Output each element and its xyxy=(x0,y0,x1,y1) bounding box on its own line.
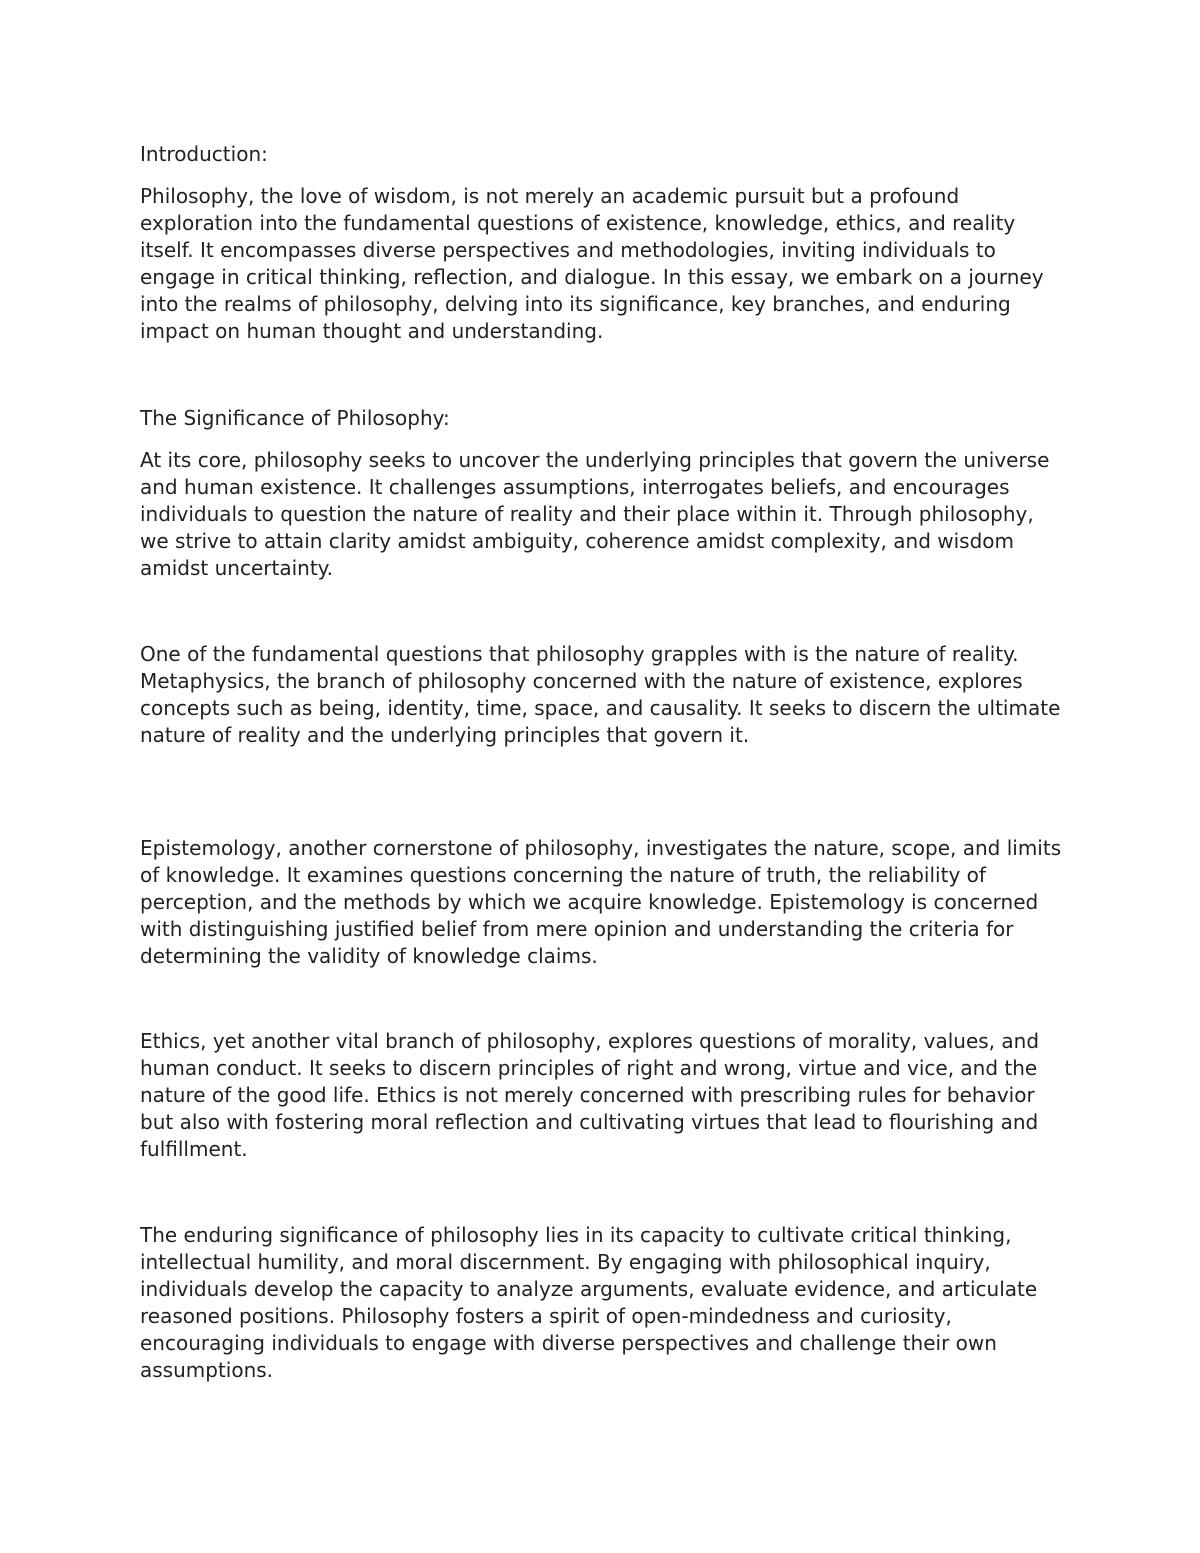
intro-paragraph: Philosophy, the love of wisdom, is not merely an academic pursuit but a profound exploration into the fundamental questions of existence, knowledge, ethics, and reality itself. It encompasses diverse perspectives and methodologies, inviting individuals to engage in critical thinking, reflection, and dialogue. In this essay, we embark on a journey into the realms of philosophy, delving into its significance, key branches, and enduring impact on human thought and understanding. xyxy=(140,184,1044,343)
ethics-paragraph: Ethics, yet another vital branch of philosophy, explores questions of morality, values, and human conduct. It seeks to discern principles of right and wrong, virtue and vice, and the nature of the good life. Ethics is not merely concerned with prescribing rules for behavior but also with fostering moral reflection and cultivating virtues that lead to flourishing and fulfillment. xyxy=(140,1029,1040,1161)
metaphysics-paragraph: One of the fundamental questions that philosophy grapples with is the nature of reality. Metaphysics, the branch of philosophy concerned with the nature of existence, explores concepts such as being, identity, time, space, and causality. It seeks to discern the ultimate nature of reality and the underlying principles that govern it. xyxy=(140,642,1061,747)
significance-heading: The Significance of Philosophy: xyxy=(140,406,450,430)
intro-heading: Introduction: xyxy=(140,142,268,166)
epistemology-paragraph: Epistemology, another cornerstone of philosophy, investigates the nature, scope, and limits of knowledge. It examines questions concerning the nature of truth, the reliability of perception, and the methods by which we acquire knowledge. Epistemology is concerned with distinguishing justified belief from mere opinion and understanding the criteria for determining the validity of knowledge claims. xyxy=(140,836,1062,968)
enduring-significance-paragraph: The enduring significance of philosophy lies in its capacity to cultivate critical thinking, intellectual humility, and moral discernment. By engaging with philosophical inquiry, individuals develop the capacity to analyze arguments, evaluate evidence, and articulate reasoned positions. Philosophy fosters a spirit of open-mindedness and curiosity, encouraging individuals to engage with diverse perspectives and challenge their own assumptions. xyxy=(140,1223,1038,1382)
significance-paragraph: At its core, philosophy seeks to uncover the underlying principles that govern the universe and human existence. It challenges assumptions, interrogates beliefs, and encourages individuals to question the nature of reality and their place within it. Through philosophy, we strive to attain clarity amidst ambiguity, coherence amidst complexity, and wisdom amidst uncertainty. xyxy=(140,448,1050,580)
